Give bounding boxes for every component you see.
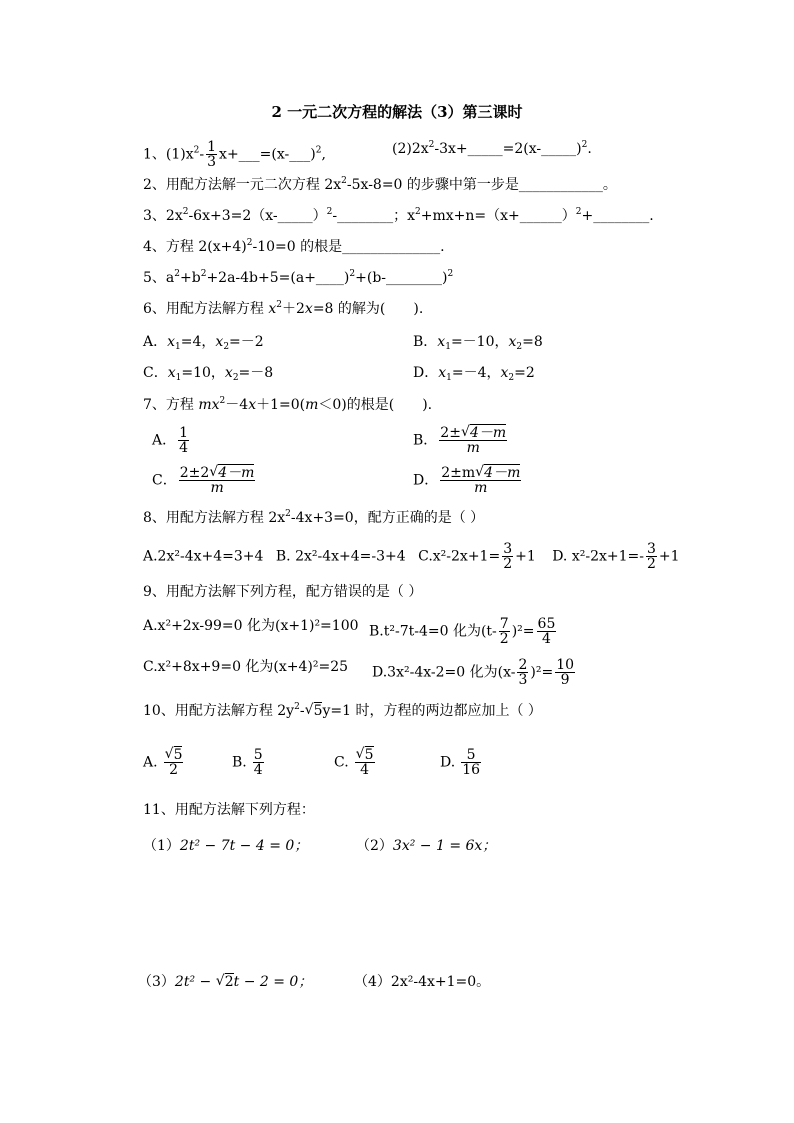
question-7-option-d: D． $\frac{2\pm m√ 4-m}{m}$ bbox=[413, 466, 523, 495]
question-7-option-b: B． $\frac{2\pm√ 4-m}{m}$ bbox=[413, 426, 509, 455]
question-6-option-d: D．$x_1=-4$，$x_2=2$ bbox=[413, 365, 535, 383]
question-7-option-c: C． $\frac{2\pm 2√ 4-m}{m}$ bbox=[152, 466, 257, 495]
question-10-option-c: C. √ $\frac{5}{4}$ bbox=[334, 748, 377, 777]
question-11: 11、用配方法解下列方程： bbox=[143, 802, 315, 818]
fraction: $\frac{1}{3}$ bbox=[207, 139, 217, 170]
question-11-part-2: （2）3x² − 1 = 6x； bbox=[356, 838, 497, 854]
question-6-option-b: B．$x_1=-10$，$x_2=8$ bbox=[413, 334, 543, 352]
question-8: 8、用配方法解方程 $2x^2-4x+3=0$，配方正确的是（ ） bbox=[143, 509, 485, 526]
question-4: 4、方程 $2(x+4)^2-10=0$ 的根是______________. bbox=[143, 238, 445, 255]
question-8-options: A.2x²-4x+4=3+4 B. 2x²-4x+4=-3+4 C.x²-2x+1= $\frac{3}{2}$ +1 D. x²-2x+1=- $\frac{3}{2}$ +1 bbox=[143, 541, 680, 572]
question-9-option-c: C.x²+8x+9=0 化为(x+4)²=25 bbox=[143, 659, 349, 675]
question-6: 6、用配方法解方程 $x^2+2x=8$ 的解为( ). bbox=[143, 300, 424, 317]
question-9: 9、用配方法解下列方程，配方错误的是（ ） bbox=[143, 584, 423, 600]
question-11-part-1: （1）2t² − 7t − 4 = 0； bbox=[143, 838, 309, 854]
question-7: 7、方程 $mx^2-4x+1=0(m<0)$的根是( ). bbox=[143, 396, 433, 413]
question-2: 2、用配方法解一元二次方程 $2x^2-5x-8=0$ 的步骤中第一步是____________。 bbox=[143, 176, 617, 193]
question-11-part-3: （3）2t² − √ 2t − 2 = 0； bbox=[138, 973, 312, 991]
question-1-part-2: $(2)2x^2-3x+\_\_\_\_\_=2(x-\_\_\_\_\_)^2$. bbox=[392, 140, 592, 157]
question-9-option-b: B.t²-7t-4=0 化为(t- $\frac{7}{2}$ )²= $\frac{65}{4}$ bbox=[369, 616, 556, 647]
page-title: 2 一元二次方程的解法（3）第三课时 bbox=[271, 103, 523, 121]
question-7-option-a: A． $\frac{1}{4}$ bbox=[152, 425, 189, 456]
question-10-option-d: D. $\frac{5}{16}$ bbox=[440, 747, 481, 778]
question-9-option-d: D.3x²-4x-2=0 化为(x- $\frac{2}{3}$ )²= $\frac{10}{9}$ bbox=[372, 657, 575, 688]
question-9-option-a: A.x²+2x-99=0 化为(x+1)²=100 bbox=[143, 618, 359, 634]
question-1: 1、$(1)x^2-$ $\frac{1}{3}$ x+___=(x-___)$^2$, bbox=[143, 139, 326, 170]
question-6-option-c: C．$x_1=10$，$x_2=-8$ bbox=[143, 365, 274, 383]
question-10-option-b: B. $\frac{5}{4}$ bbox=[232, 747, 263, 778]
question-3: 3、$2x^2-6x+3=2(x-\_\_\_\_\_)^2-\_\_\_\_\_\_\_\_$；$x^2+mx+n=(x+\_\_\_\_\_\_)^2+\_\_\_\_\_\_\_\_$. bbox=[143, 207, 654, 224]
question-10: 10、用配方法解方程 $2y^2-√$ 5y=1 时，方程的两边都应加上（ ） bbox=[143, 702, 542, 720]
question-11-part-4: （4）2x²-4x+1=0。 bbox=[354, 974, 491, 990]
question-6-option-a: A．$x_1=4$，$x_2=-2$ bbox=[143, 334, 264, 352]
question-10-option-a: A. √ $\frac{5}{2}$ bbox=[143, 748, 185, 777]
question-5: 5、$a^2+b^2+2a-4b+5=(a+\_\_\_\_)^2+(b-\_\_\_\_\_\_\_\_)^2$ bbox=[143, 269, 454, 286]
